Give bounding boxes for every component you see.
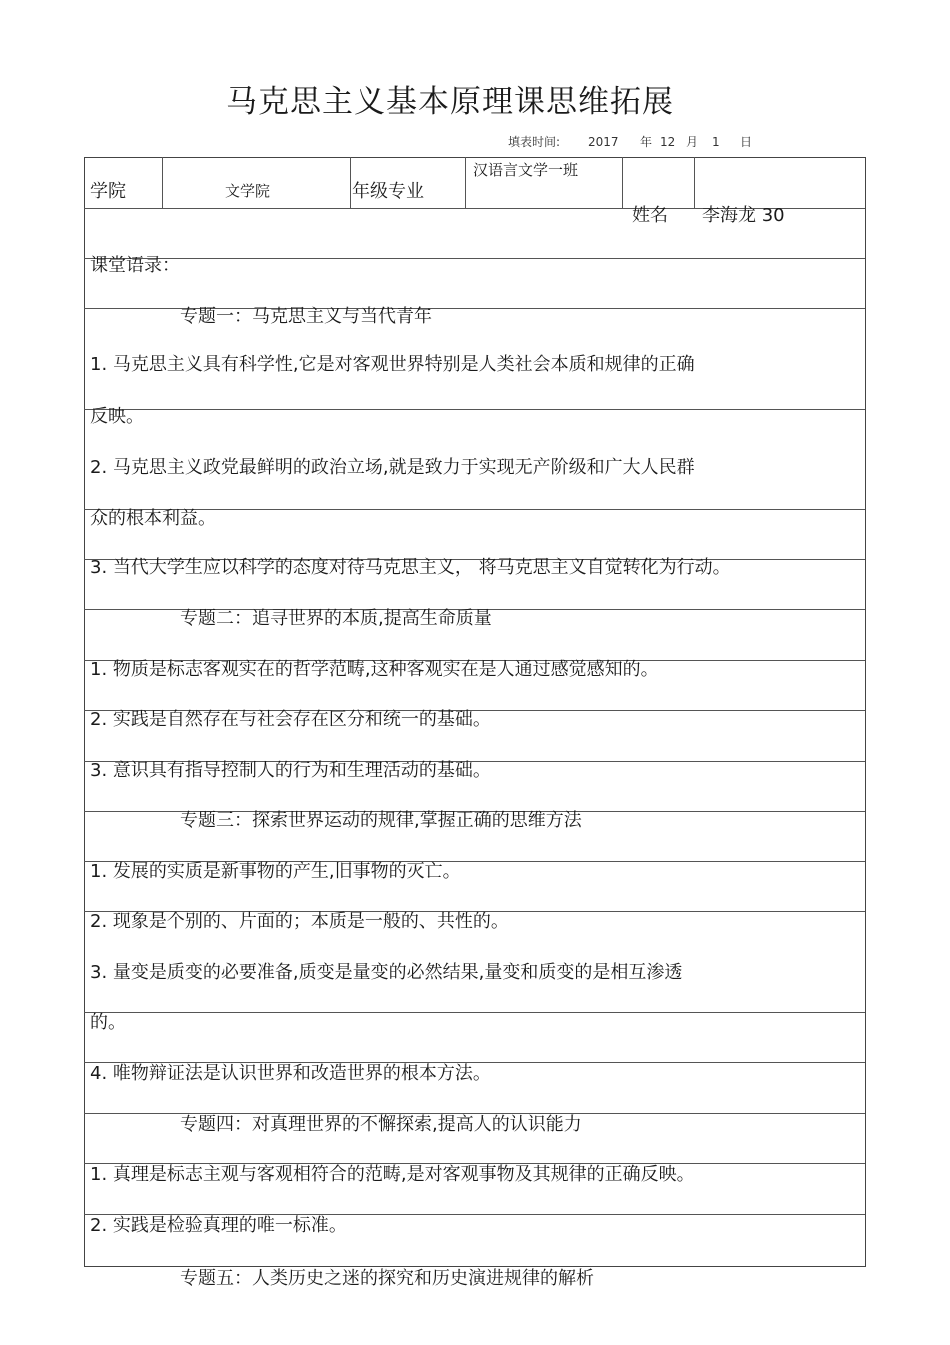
- divider: [350, 157, 351, 208]
- college-value: 文学院: [225, 182, 271, 200]
- topic-heading: 专题五：人类历史之迷的探究和历史演进规律的解析: [180, 1268, 594, 1289]
- document-title: 马克思主义基本原理课思维拓展: [226, 84, 674, 120]
- paragraph-line: 的。: [90, 1012, 126, 1033]
- topic-heading: 专题二：追寻世界的本质,提高生命质量: [180, 608, 492, 629]
- rule-line: [84, 1012, 865, 1013]
- topic-heading: 专题一：马克思主义与当代青年: [180, 306, 432, 327]
- fill-date: [508, 133, 752, 150]
- paragraph-line: 3. 量变是质变的必要准备,质变是量变的必然结果,量变和质变的是相互渗透: [90, 962, 683, 983]
- rule-line: [84, 258, 865, 259]
- date-year: 2017: [588, 135, 619, 149]
- date-month-unit: 月: [686, 135, 699, 149]
- paragraph-line: 1. 物质是标志客观实在的哲学范畴,这种客观实在是人通过感觉感知的。: [90, 659, 659, 680]
- divider: [465, 157, 466, 208]
- topic-heading: 专题三：探索世界运动的规律,掌握正确的思维方法: [180, 810, 582, 831]
- paragraph-line: 1. 真理是标志主观与客观相符合的范畴,是对客观事物及其规律的正确反映。: [90, 1164, 695, 1185]
- paragraph-line: 3. 当代大学生应以科学的态度对待马克思主义， 将马克思主义自觉转化为行动。: [90, 557, 731, 578]
- paragraph-line: 4. 唯物辩证法是认识世界和改造世界的根本方法。: [90, 1063, 491, 1084]
- major-label: 年级专业: [352, 181, 424, 202]
- paragraph-line: 2. 现象是个别的、片面的；本质是一般的、共性的。: [90, 911, 509, 932]
- paragraph-line: 反映。: [90, 406, 144, 427]
- date-month: 12: [660, 135, 676, 149]
- topic-heading: 专题四：对真理世界的不懈探索,提高人的认识能力: [180, 1114, 582, 1135]
- divider: [694, 157, 695, 208]
- paragraph-line: 2. 实践是自然存在与社会存在区分和统一的基础。: [90, 709, 491, 730]
- name-label: 姓名: [632, 205, 668, 226]
- section-heading: 课堂语录：: [90, 255, 180, 276]
- paragraph-line: 3. 意识具有指导控制人的行为和生理活动的基础。: [90, 760, 491, 781]
- paragraph-line: 1. 马克思主义具有科学性,它是对客观世界特别是人类社会本质和规律的正确: [90, 354, 695, 375]
- divider: [162, 157, 163, 208]
- rule-line: [84, 409, 865, 410]
- date-day-unit: 日: [740, 135, 753, 149]
- date-day: 1: [712, 135, 720, 149]
- divider: [622, 157, 623, 208]
- paragraph-line: 众的根本利益。: [90, 508, 216, 529]
- paragraph-line: 1. 发展的实质是新事物的产生,旧事物的灭亡。: [90, 861, 461, 882]
- date-year-unit: 年: [640, 135, 653, 149]
- college-label: 学院: [90, 181, 126, 202]
- paragraph-line: 2. 实践是检验真理的唯一标准。: [90, 1215, 347, 1236]
- paragraph-line: 2. 马克思主义政党最鲜明的政治立场,就是致力于实现无产阶级和广大人民群: [90, 457, 695, 478]
- name-value: 李海龙 30: [702, 205, 785, 226]
- major-value: 汉语言文学一班: [473, 161, 579, 179]
- date-label: 填表时间:: [508, 135, 561, 149]
